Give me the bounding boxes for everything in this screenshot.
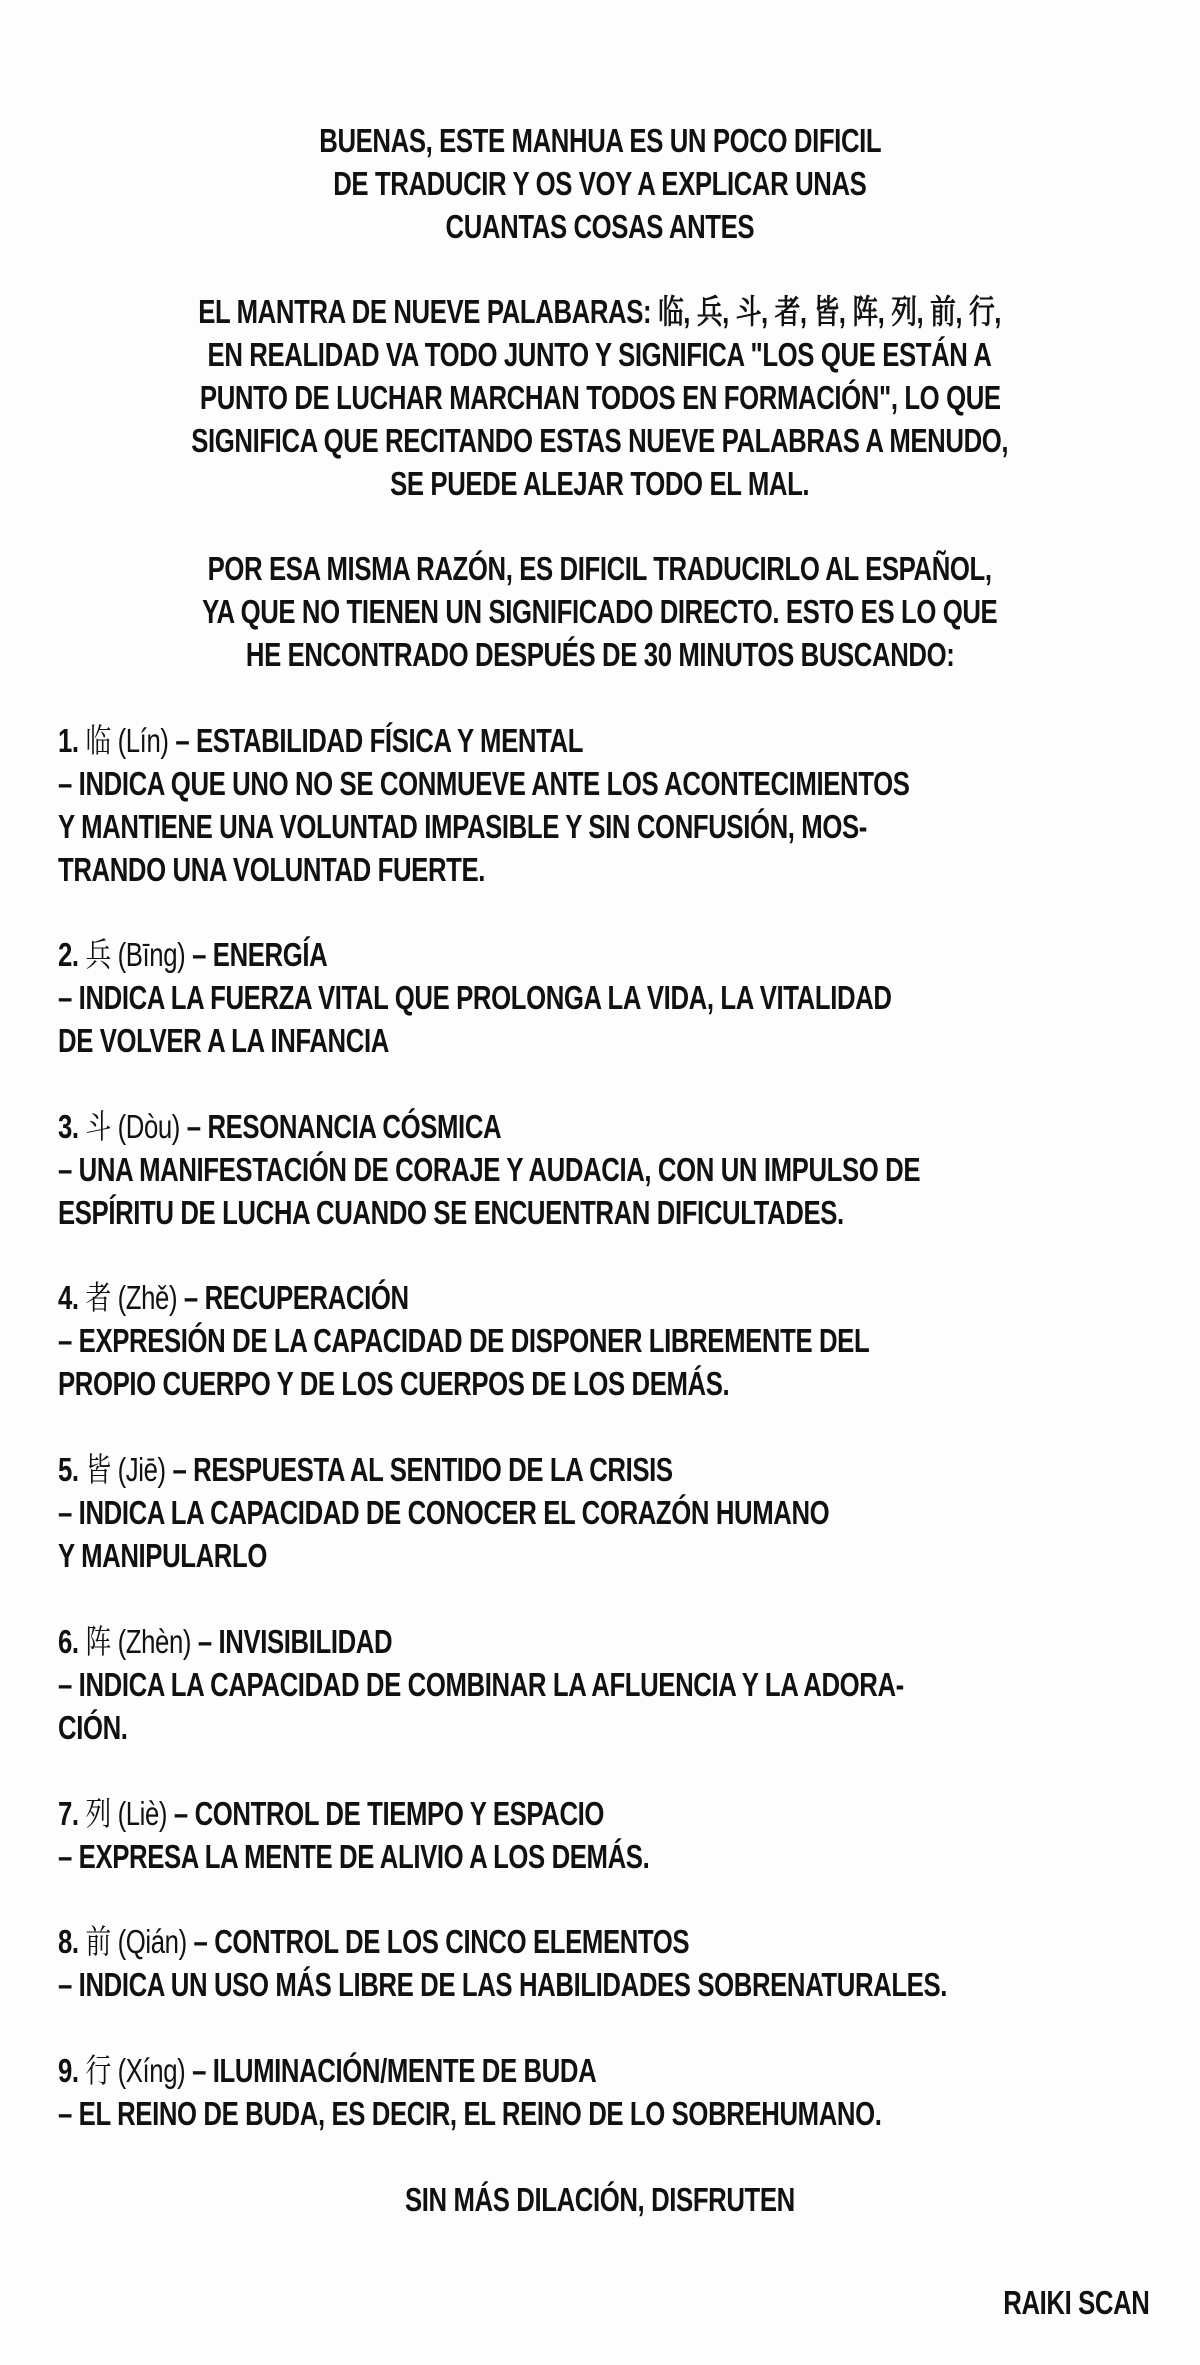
item-heading xyxy=(0,719,1200,762)
item-title: – ESTABILIDAD FÍSICA Y MENTAL xyxy=(175,722,584,759)
mantra-item-4 xyxy=(0,1276,1200,1405)
mantra-item-9 xyxy=(0,2049,1200,2135)
item-description-line: – INDICA LA CAPACIDAD DE COMBINAR LA AFLUENCIA Y LA ADORA- xyxy=(58,1666,904,1703)
item-number: 7. xyxy=(58,1795,79,1832)
item-number: 2. xyxy=(58,936,79,973)
mantra-item-8 xyxy=(0,1920,1200,2006)
item-hanzi: 列 xyxy=(85,1794,111,1833)
item-pinyin: (Liè) xyxy=(117,1795,168,1832)
item-description-line: PROPIO CUERPO Y DE LOS CUERPOS DE LOS DEMÁS. xyxy=(58,1365,730,1402)
item-description-line: DE VOLVER A LA INFANCIA xyxy=(58,1022,389,1059)
item-description-line: TRANDO UNA VOLUNTAD FUERTE. xyxy=(58,851,486,888)
item-title: – INVISIBILIDAD xyxy=(197,1623,393,1660)
item-title: – CONTROL DE LOS CINCO ELEMENTOS xyxy=(193,1923,690,1960)
item-number: 4. xyxy=(58,1279,79,1316)
intro-line: BUENAS, ESTE MANHUA ES UN POCO DIFICIL xyxy=(319,122,881,159)
intro-line: DE TRADUCIR Y OS VOY A EXPLICAR UNAS xyxy=(333,165,867,202)
mantra-line: EL MANTRA DE NUEVE PALABARAS: 临, 兵, 斗, 者, 皆, 阵, 列, 前, 行, xyxy=(198,293,1002,330)
item-title: – RESPUESTA AL SENTIDO DE LA CRISIS xyxy=(172,1451,673,1488)
item-description-line: – EXPRESIÓN DE LA CAPACIDAD DE DISPONER LIBREMENTE DEL xyxy=(58,1322,870,1359)
item-pinyin: (Bīng) xyxy=(117,936,186,973)
item-title: – ILUMINACIÓN/MENTE DE BUDA xyxy=(192,2052,597,2089)
item-heading xyxy=(0,1920,1200,1963)
item-description-line: Y MANIPULARLO xyxy=(58,1537,267,1574)
item-pinyin: (Xíng) xyxy=(117,2052,186,2089)
item-description-line: – EL REINO DE BUDA, ES DECIR, EL REINO DE LO SOBREHUMANO. xyxy=(58,2095,882,2132)
mantra-paragraph xyxy=(0,290,1200,505)
item-hanzi: 皆 xyxy=(85,1450,111,1489)
intro-paragraph xyxy=(0,119,1200,248)
mantra-item-2 xyxy=(0,933,1200,1062)
item-heading xyxy=(0,1276,1200,1319)
item-number: 9. xyxy=(58,2052,79,2089)
item-heading xyxy=(0,1792,1200,1835)
item-description-line: – EXPRESA LA MENTE DE ALIVIO A LOS DEMÁS. xyxy=(58,1838,650,1875)
item-heading xyxy=(0,2049,1200,2092)
item-pinyin: (Qián) xyxy=(117,1923,187,1960)
reason-line: POR ESA MISMA RAZÓN, ES DIFICIL TRADUCIRLO AL ESPAÑOL, xyxy=(207,550,993,587)
item-hanzi: 兵 xyxy=(85,935,111,974)
item-number: 1. xyxy=(58,722,79,759)
item-hanzi: 前 xyxy=(85,1922,111,1961)
item-hanzi: 行 xyxy=(85,2051,111,2090)
mantra-line: SIGNIFICA QUE RECITANDO ESTAS NUEVE PALABRAS A MENUDO, xyxy=(191,422,1009,459)
item-title: – RESONANCIA CÓSMICA xyxy=(186,1108,502,1145)
item-heading xyxy=(0,1620,1200,1663)
intro-line: CUANTAS COSAS ANTES xyxy=(445,208,755,245)
item-pinyin: (Zhèn) xyxy=(117,1623,192,1660)
mantra-item-7 xyxy=(0,1792,1200,1878)
reason-line: HE ENCONTRADO DESPUÉS DE 30 MINUTOS BUSCANDO: xyxy=(245,636,955,673)
item-description-line: – INDICA LA CAPACIDAD DE CONOCER EL CORAZÓN HUMANO xyxy=(58,1494,830,1531)
item-number: 8. xyxy=(58,1923,79,1960)
reason-paragraph xyxy=(0,547,1200,676)
mantra-item-5 xyxy=(0,1448,1200,1577)
item-pinyin: (Dòu) xyxy=(117,1108,180,1145)
item-description-line: – INDICA LA FUERZA VITAL QUE PROLONGA LA VIDA, LA VITALIDAD xyxy=(58,979,892,1016)
signature-text: RAIKI SCAN xyxy=(1003,2284,1150,2321)
item-hanzi: 阵 xyxy=(85,1622,111,1661)
signature xyxy=(0,2281,1200,2324)
item-description-line: – UNA MANIFESTACIÓN DE CORAJE Y AUDACIA, CON UN IMPULSO DE xyxy=(58,1151,921,1188)
item-heading xyxy=(0,1105,1200,1148)
item-pinyin: (Zhě) xyxy=(117,1279,178,1316)
mantra-item-1 xyxy=(0,719,1200,891)
item-description-line: – INDICA QUE UNO NO SE CONMUEVE ANTE LOS ACONTECIMIENTOS xyxy=(58,765,910,802)
mantra-item-6 xyxy=(0,1620,1200,1749)
item-hanzi: 者 xyxy=(85,1278,111,1317)
item-hanzi: 斗 xyxy=(85,1107,111,1146)
item-description-line: ESPÍRITU DE LUCHA CUANDO SE ENCUENTRAN DIFICULTADES. xyxy=(58,1194,844,1231)
item-title: – CONTROL DE TIEMPO Y ESPACIO xyxy=(173,1795,605,1832)
item-title: – RECUPERACIÓN xyxy=(183,1279,409,1316)
item-pinyin: (Lín) xyxy=(117,722,169,759)
reason-line: YA QUE NO TIENEN UN SIGNIFICADO DIRECTO. ESTO ES LO QUE xyxy=(202,593,998,630)
mantra-line: SE PUEDE ALEJAR TODO EL MAL. xyxy=(390,465,810,502)
closing-text: SIN MÁS DILACIÓN, DISFRUTEN xyxy=(405,2181,795,2218)
item-description-line: CIÓN. xyxy=(58,1709,128,1746)
closing-line xyxy=(0,2178,1200,2221)
item-number: 6. xyxy=(58,1623,79,1660)
item-hanzi: 临 xyxy=(85,721,111,760)
item-heading xyxy=(0,933,1200,976)
item-description-line: Y MANTIENE UNA VOLUNTAD IMPASIBLE Y SIN CONFUSIÓN, MOS- xyxy=(58,808,867,845)
item-number: 5. xyxy=(58,1451,79,1488)
mantra-item-3 xyxy=(0,1105,1200,1234)
mantra-line: PUNTO DE LUCHAR MARCHAN TODOS EN FORMACIÓN", LO QUE xyxy=(199,379,1001,416)
item-pinyin: (Jiē) xyxy=(117,1451,166,1488)
item-description-line: – INDICA UN USO MÁS LIBRE DE LAS HABILIDADES SOBRENATURALES. xyxy=(58,1966,947,2003)
item-number: 3. xyxy=(58,1108,79,1145)
item-title: – ENERGÍA xyxy=(192,936,328,973)
mantra-line: EN REALIDAD VA TODO JUNTO Y SIGNIFICA "LOS QUE ESTÁN A xyxy=(208,336,992,373)
item-heading xyxy=(0,1448,1200,1491)
